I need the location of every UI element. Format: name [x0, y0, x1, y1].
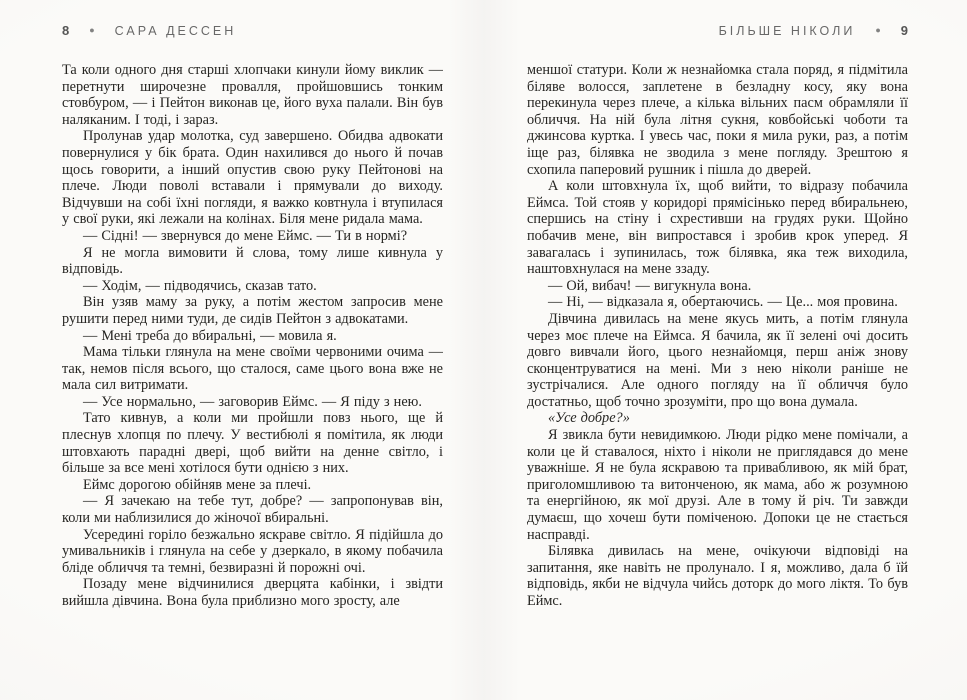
- page-text-left: [62, 62, 443, 668]
- paragraph: — Ходім, — підводячись, сказав тато.: [83, 277, 317, 294]
- paragraph: — Ні, — відказала я, обертаючись. — Це... моя провина.: [548, 294, 898, 311]
- page-left: [62, 0, 443, 700]
- paragraph: — Усе нормально, — заговорив Еймс. — Я піду з нею.: [83, 393, 422, 410]
- paragraph: — Сідні! — звернувся до мене Еймс. — Ти в нормі?: [83, 227, 408, 244]
- paragraph: — Ой, вибач! — вигукнула вона.: [548, 277, 752, 294]
- paragraph: Та коли одного дня старші хлопчаки кинули йому виклик — перетнути широчезне провалля, пройшовшись тонким стовбуром, — і Пейтон виконав це, його вуха палали. Він був наляканим. І тоді, і зараз.: [62, 62, 443, 128]
- paragraph: Еймс дорогою обійняв мене за плечі.: [83, 476, 312, 493]
- paragraph: Я звикла бути невидимкою. Люди рідко мене помічали, а коли це й ставалося, ніхто і ніколи не приглядався до мене уважніше. Я не була яскравою та привабливою, як мій брат, приголомшливою та витонченою, як мама, або ж розумною та енергійною, як мої друзі. Але в тому й річ. Ти завжди думаєш, що хочеш бути поміченою. Допоки це не стається насправді.: [527, 427, 908, 543]
- paragraph: — Мені треба до вбиральні, — мовила я.: [83, 327, 337, 344]
- paragraph: А коли штовхнула їх, щоб вийти, то відразу побачила Еймса. Той стояв у коридорі прямісінько перед вбиральнею, спершись на стіну і схрестивши на грудях руки. Щойно побачив мене, він випростався і зробив крок уперед. Я завагалась і зупинилась, тож білявка, яка теж виходила, наштовхнулася на мене ззаду.: [527, 178, 908, 278]
- page-gutter: [448, 0, 520, 700]
- running-header-right: [527, 24, 908, 38]
- paragraph: Тато кивнув, а коли ми пройшли повз нього, ще й плеснув хлопця по плечу. У вестибюлі я помітила, як люди штовхають парадні двері, щоб вийти на денне світло, і більше за все мені хотілося бути однією з них.: [62, 410, 443, 477]
- paragraph: — Я зачекаю на тебе тут, добре? — запропонував він, коли ми наблизилися до жіночої вбиральні.: [62, 493, 443, 527]
- paragraph: Позаду мене відчинилися дверцята кабінки, і звідти вийшла дівчина. Вона була приблизно мого зросту, але: [62, 576, 443, 609]
- page-number-left: 8: [62, 23, 70, 38]
- page-number-right: 9: [900, 23, 908, 38]
- paragraph: Дівчина дивилась на мене якусь мить, а потім глянула через моє плече на Еймса. Я бачила, як її зелені очі досить довго вивчали його, цього незнайомця, перш аніж знову сконцентруватися на мені. Ми з нею ніколи раніше не зустрічалися. Але одного погляду на її обличчя було достатньо, щоб точно зрозуміти, про що вона думала.: [527, 310, 908, 410]
- paragraph: «Усе добре?»: [548, 410, 630, 427]
- paragraph: Пролунав удар молотка, суд завершено. Обидва адвокати повернулися у бік брата. Один нахилився до нього й почав щось говорити, а інший опустив свою руку Пейтонові на плече. Люди поволі вставали і прямували до виходу. Відчувши на собі їхні погляди, я важко ковтнула і втупилася у свої руки, які лежали на колінах. Біля мене ридала мама.: [62, 128, 443, 228]
- page-right: [527, 0, 908, 700]
- page-text-right: [527, 62, 908, 668]
- running-header-left: [62, 24, 443, 38]
- title-header: БІЛЬШЕ НІКОЛИ: [718, 24, 856, 38]
- paragraph: Мама тільки глянула на мене своїми червоними очима — так, немов після всього, що сталося, саме цього вона вже не мала сил витримати.: [62, 344, 443, 394]
- paragraph: Я не могла вимовити й слова, тому лише кивнула у відповідь.: [62, 244, 443, 278]
- author-header: САРА ДЕССЕН: [114, 24, 237, 38]
- paragraph: Білявка дивилась на мене, очікуючи відповіді на запитання, яке навіть не пролунало. І я, можливо, дала б їй відповідь, якби не відчула чийсь доторк до мого ліктя. То був Еймс.: [527, 543, 908, 609]
- paragraph: Він узяв маму за руку, а потім жестом запросив мене рушити перед ними туди, де сидів Пейтон з адвокатами.: [62, 294, 443, 327]
- paragraph: Усередині горіло безжально яскраве світло. Я підійшла до умивальників і глянула на себе у дзеркало, в якому побачила бліде обличчя та темні, безвиразні й порожні очі.: [62, 526, 443, 576]
- separator-dot-icon: ●: [875, 25, 881, 35]
- paragraph: меншої статури. Коли ж незнайомка стала поряд, я підмітила біляве волосся, заплетене в безладну косу, яку вона перекинула через плече, а кілька вільних пасм обрамляли її обличчя. На ній була літня сукня, ковбойські чоботи та джинсова куртка. І увесь час, поки я мила руки, раз, а потім іще раз, білявка не зводила з мене погляду. Зрештою я схопила паперовий рушник і пішла до дверей.: [527, 62, 908, 178]
- separator-dot-icon: ●: [89, 25, 95, 35]
